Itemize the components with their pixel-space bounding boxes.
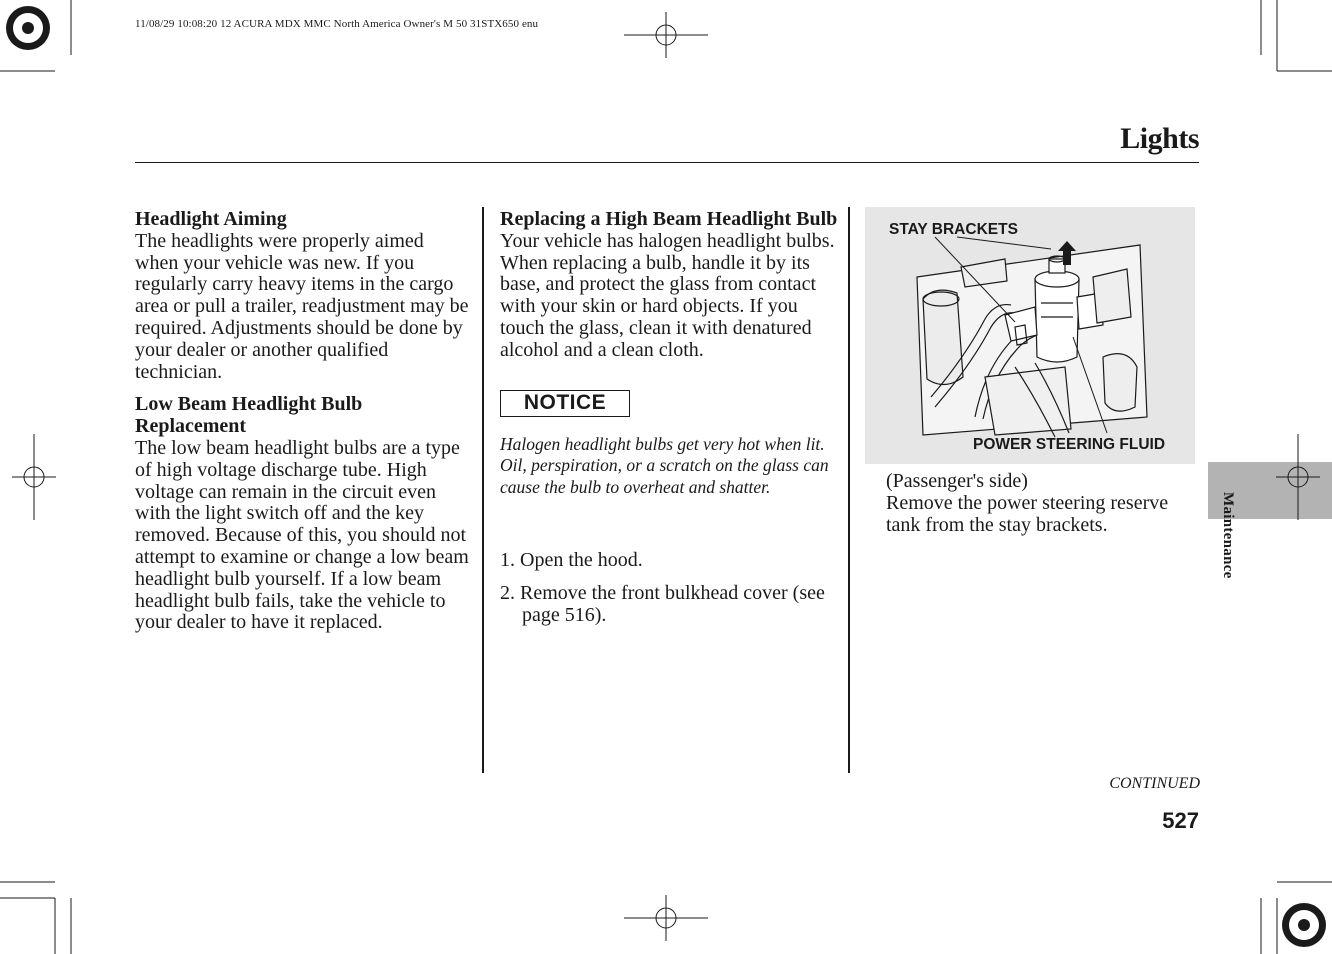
side-tab-label: Maintenance [1220, 492, 1236, 579]
column-1 [135, 209, 470, 634]
paragraph: Remove the power steering reserve tank from the stay brackets. [886, 491, 1169, 536]
column-3 [886, 471, 1186, 536]
continued-label: CONTINUED [1109, 775, 1200, 792]
page-number: 527 [1162, 808, 1199, 833]
section-heading: Low Beam Headlight Bulb Replacement [135, 393, 363, 438]
section-heading: Replacing a High Beam Headlight Bulb [500, 208, 838, 230]
registration-target-icon [1282, 903, 1326, 947]
step-item: 1. Open the hood. [500, 549, 643, 572]
column-divider [848, 207, 850, 773]
registration-crosshair-icon [1276, 434, 1320, 520]
title-rule [135, 162, 1199, 163]
column-2 [500, 209, 840, 627]
paragraph: The headlights were properly aimed when your vehicle was new. If you regularly carry heavy items in the cargo area or pull a trailer, readjustment may be required. Adjustments should be done by your dealer or another qualified technician. [135, 229, 469, 383]
notice-text: Halogen headlight bulbs get very hot when lit. Oil, perspiration, or a scratch on the glass can cause the bulb to overheat and shatter. [500, 433, 829, 498]
paragraph: The low beam headlight bulbs are a type of high voltage discharge tube. High voltage can remain in the circuit even with the light switch off and the key removed. Because of this, you should not attempt to examine or change a low beam headlight bulb yourself. If a low beam headlight bulb fails, take the vehicle to your dealer to have it replaced. [135, 436, 469, 634]
engine-bay-figure [865, 207, 1195, 464]
power-steering-reservoir-illustration [865, 207, 1195, 464]
figure-label-power-steering-fluid: POWER STEERING FLUID [973, 436, 1166, 453]
registration-target-icon [6, 6, 50, 50]
paragraph: Your vehicle has halogen headlight bulbs. When replacing a bulb, handle it by its base, and protect the glass from contact with your skin or hard objects. If you touch the glass, clean it with denatured alcohol and a clean cloth. [500, 229, 835, 361]
step-item: 2. Remove the front bulkhead cover (see page 516). [500, 582, 825, 627]
notice-label: NOTICE [500, 390, 630, 417]
print-header: 11/08/29 10:08:20 12 ACURA MDX MMC North America Owner's M 50 31STX650 enu [135, 18, 539, 30]
figure-label-stay-brackets: STAY BRACKETS [889, 221, 1018, 238]
column-divider [482, 207, 484, 773]
section-heading: Headlight Aiming [135, 208, 287, 230]
figure-caption: (Passenger's side) [886, 470, 1028, 492]
page-title: Lights [1120, 122, 1199, 155]
